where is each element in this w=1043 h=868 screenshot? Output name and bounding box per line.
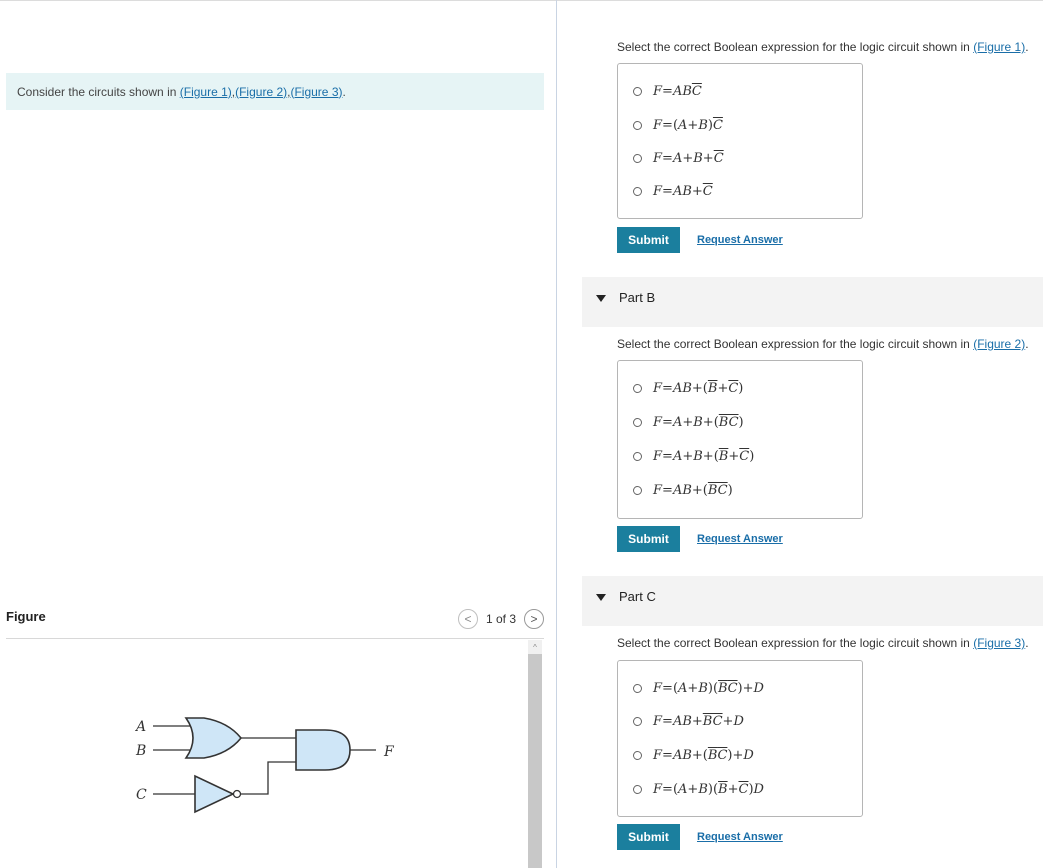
math-var: F	[653, 449, 663, 464]
part-b-header[interactable]	[582, 277, 1043, 327]
math-var: AB	[672, 84, 692, 99]
math-op: =	[662, 118, 673, 133]
chevron-right-icon: >	[530, 612, 538, 626]
radio-button[interactable]	[633, 384, 642, 393]
part-c-header[interactable]	[582, 576, 1043, 626]
part-c-submit-button[interactable]: Submit	[617, 824, 680, 850]
math-op: =	[662, 415, 673, 430]
part-b-label: Part B	[619, 290, 656, 305]
math-op: =	[662, 151, 673, 166]
math-var: B	[693, 151, 703, 166]
part-a-option-1[interactable]	[633, 84, 702, 99]
radio-button[interactable]	[633, 785, 642, 794]
caret-down-icon	[596, 295, 606, 302]
math-op: +	[682, 415, 694, 430]
math-op: )	[727, 748, 733, 763]
part-c-prompt-text: Select the correct Boolean expression for the logic circuit shown in	[617, 636, 970, 650]
radio-button[interactable]	[633, 717, 642, 726]
math-op: +	[727, 782, 739, 797]
intro-end: .	[342, 84, 346, 99]
radio-button[interactable]	[633, 452, 642, 461]
part-b-option-3[interactable]	[633, 449, 754, 464]
math-op: +	[687, 681, 699, 696]
math-op: (	[713, 449, 719, 464]
output-label-f: F	[384, 744, 394, 760]
part-c-option-3[interactable]	[633, 748, 754, 763]
math-var: $\overline{C}$	[728, 381, 739, 396]
scroll-up-arrow[interactable]	[528, 640, 542, 654]
math-var: A	[672, 449, 683, 464]
figure-header	[6, 606, 544, 638]
math-var: $\overline{BC}$	[707, 483, 728, 498]
math-var: AB	[672, 748, 692, 763]
math-var: $\overline{C}$	[717, 748, 728, 763]
math-var: $\overline{C}$	[702, 184, 713, 199]
radio-button[interactable]	[633, 187, 642, 196]
math-var: AB	[672, 483, 692, 498]
math-var: A	[678, 118, 688, 133]
caret-down-icon	[596, 594, 606, 601]
math-op: +	[691, 714, 703, 729]
math-op: +	[728, 449, 740, 464]
part-b-option-1[interactable]	[633, 381, 743, 396]
math-var: $\overline{B}$	[718, 782, 728, 797]
math-op: =	[662, 681, 673, 696]
math-var: B	[698, 782, 708, 797]
math-var: D	[743, 748, 754, 763]
math-var: AB	[672, 184, 692, 199]
part-c-option-2[interactable]	[633, 714, 744, 729]
part-a-option-2[interactable]	[633, 118, 723, 133]
math-var: F	[653, 483, 663, 498]
math-op: +	[732, 748, 744, 763]
math-op: (	[672, 782, 679, 797]
math-op: =	[662, 748, 673, 763]
math-op: +	[702, 449, 714, 464]
part-c-label: Part C	[619, 589, 656, 604]
part-b-request-answer-link[interactable]: Request Answer	[697, 533, 783, 545]
intro-sep: ,	[287, 84, 291, 99]
math-var: F	[653, 782, 663, 797]
math-var: AB	[672, 381, 692, 396]
radio-button[interactable]	[633, 121, 642, 130]
figure-scrollbar[interactable]	[528, 640, 542, 868]
math-op: (	[712, 681, 719, 696]
and-gate	[296, 730, 350, 770]
figure-pager	[458, 609, 544, 629]
math-var: F	[653, 748, 663, 763]
input-label-c: C	[136, 787, 147, 803]
radio-button[interactable]	[633, 684, 642, 693]
math-var: $\overline{BC}$	[702, 714, 723, 729]
radio-button[interactable]	[633, 418, 642, 427]
math-op: +	[691, 184, 703, 199]
part-c-request-answer-link[interactable]: Request Answer	[697, 831, 783, 843]
math-var: $\overline{C}$	[739, 449, 750, 464]
intro-sep: ,	[231, 84, 236, 99]
not-gate	[195, 776, 233, 812]
math-var: D	[753, 782, 764, 797]
math-op: +	[682, 449, 694, 464]
math-var: D	[753, 681, 764, 696]
part-b-options	[617, 360, 863, 519]
math-op: +	[742, 681, 754, 696]
part-c-options	[617, 660, 863, 817]
math-var: $\overline{C}$	[738, 782, 749, 797]
part-c-prompt	[617, 636, 1029, 650]
math-var: $\overline{B}$	[718, 449, 729, 464]
math-op: )	[707, 681, 713, 696]
math-op: =	[662, 449, 673, 464]
part-c-figure-link[interactable]: (Figure 3)	[973, 636, 1026, 650]
part-b-figure-link[interactable]: (Figure 2)	[973, 337, 1026, 351]
math-op: (	[672, 681, 679, 696]
math-op: )	[707, 118, 713, 133]
math-var: $\overline{C}$	[713, 151, 724, 166]
or-gate	[186, 718, 241, 758]
part-c-prompt-end: .	[1025, 636, 1029, 650]
math-var: A	[672, 415, 683, 430]
math-var: $\overline{C}$	[691, 84, 702, 99]
math-op: )	[749, 449, 755, 464]
figure-rule	[6, 638, 544, 639]
radio-button[interactable]	[633, 486, 642, 495]
math-op: +	[691, 381, 703, 396]
math-op: )	[707, 782, 713, 797]
math-op: =	[662, 782, 673, 797]
math-op: +	[702, 151, 714, 166]
part-b-prompt-end: .	[1025, 337, 1029, 351]
radio-button[interactable]	[633, 154, 642, 163]
math-op: =	[662, 184, 673, 199]
math-var: A	[672, 151, 683, 166]
math-op: =	[662, 381, 673, 396]
part-c-option-4[interactable]	[633, 782, 764, 797]
math-op: +	[702, 415, 714, 430]
math-var: $\overline{C}$	[727, 681, 738, 696]
math-op: (	[712, 782, 719, 797]
math-op: =	[662, 483, 673, 498]
math-var: F	[653, 415, 663, 430]
chevron-left-icon: <	[464, 612, 472, 626]
math-var: $\overline{B}$	[707, 748, 718, 763]
math-var: AB	[672, 714, 692, 729]
math-op: (	[713, 415, 719, 430]
part-a-prompt	[617, 40, 1029, 54]
prev-figure-button[interactable]	[458, 609, 478, 629]
part-b-prompt	[617, 337, 1029, 351]
math-op: =	[662, 84, 673, 99]
math-var: A	[678, 681, 688, 696]
math-var: B	[693, 449, 703, 464]
part-b-option-4[interactable]	[633, 483, 733, 498]
pane-divider[interactable]	[556, 0, 557, 868]
math-op: )	[738, 381, 744, 396]
math-op: =	[662, 714, 673, 729]
math-var: F	[653, 84, 663, 99]
math-op: (	[702, 748, 708, 763]
part-b-prompt-text: Select the correct Boolean expression for the logic circuit shown in	[617, 337, 970, 351]
math-op: +	[691, 483, 703, 498]
math-op: )	[738, 415, 744, 430]
top-border	[0, 0, 1043, 1]
math-var: $\overline{C}$	[712, 118, 723, 133]
math-var: B	[698, 681, 708, 696]
intro-banner	[6, 73, 544, 110]
math-op: (	[672, 118, 679, 133]
intro-figure-1-link[interactable]: (Figure 1)	[179, 84, 232, 99]
math-op: +	[687, 118, 699, 133]
math-op: +	[717, 381, 729, 396]
part-b-option-2[interactable]	[633, 415, 744, 430]
input-label-b: B	[136, 743, 147, 759]
next-figure-button[interactable]	[524, 609, 544, 629]
math-var: F	[653, 151, 663, 166]
math-op: )	[727, 483, 733, 498]
input-label-a: A	[136, 719, 147, 735]
math-op: (	[702, 483, 708, 498]
math-op: )	[748, 782, 754, 797]
part-a-prompt-text: Select the correct Boolean expression for the logic circuit shown in	[617, 40, 970, 54]
inversion-bubble	[234, 791, 241, 798]
math-op: +	[682, 151, 694, 166]
radio-button[interactable]	[633, 751, 642, 760]
part-c-option-1[interactable]	[633, 681, 764, 696]
pager-text: 1 of 3	[485, 612, 516, 626]
math-var: $\overline{BC}$	[718, 415, 739, 430]
part-a-option-4[interactable]	[633, 184, 713, 199]
math-var: D	[733, 714, 744, 729]
scroll-up-icon: ^	[533, 642, 537, 652]
radio-button[interactable]	[633, 87, 642, 96]
part-a-figure-link[interactable]: (Figure 1)	[973, 40, 1026, 54]
part-b-submit-button[interactable]: Submit	[617, 526, 680, 552]
math-var: F	[653, 714, 663, 729]
math-op: +	[687, 782, 699, 797]
wire-not-out	[241, 762, 296, 794]
math-var: F	[653, 381, 663, 396]
math-var: F	[653, 184, 663, 199]
part-a-request-answer-link[interactable]: Request Answer	[697, 234, 783, 246]
math-var: $\overline{B}$	[718, 681, 728, 696]
part-a-option-3[interactable]	[633, 151, 724, 166]
math-op: +	[722, 714, 734, 729]
math-var: B	[693, 415, 703, 430]
part-a-options	[617, 63, 863, 219]
intro-figure-2-link[interactable]: (Figure 2)	[235, 84, 288, 99]
intro-figure-3-link[interactable]: (Figure 3)	[290, 84, 343, 99]
part-a-submit-button[interactable]: Submit	[617, 227, 680, 253]
part-a-prompt-end: .	[1025, 40, 1029, 54]
intro-text: Consider the circuits shown in	[17, 84, 177, 99]
figure-title: Figure	[6, 609, 46, 624]
math-var: F	[653, 118, 663, 133]
math-var: F	[653, 681, 663, 696]
math-var: A	[678, 782, 688, 797]
math-op: )	[737, 681, 743, 696]
math-var: B	[698, 118, 708, 133]
math-op: +	[691, 748, 703, 763]
math-var: $\overline{B}$	[707, 381, 718, 396]
logic-circuit-figure	[120, 700, 420, 830]
math-op: (	[702, 381, 708, 396]
